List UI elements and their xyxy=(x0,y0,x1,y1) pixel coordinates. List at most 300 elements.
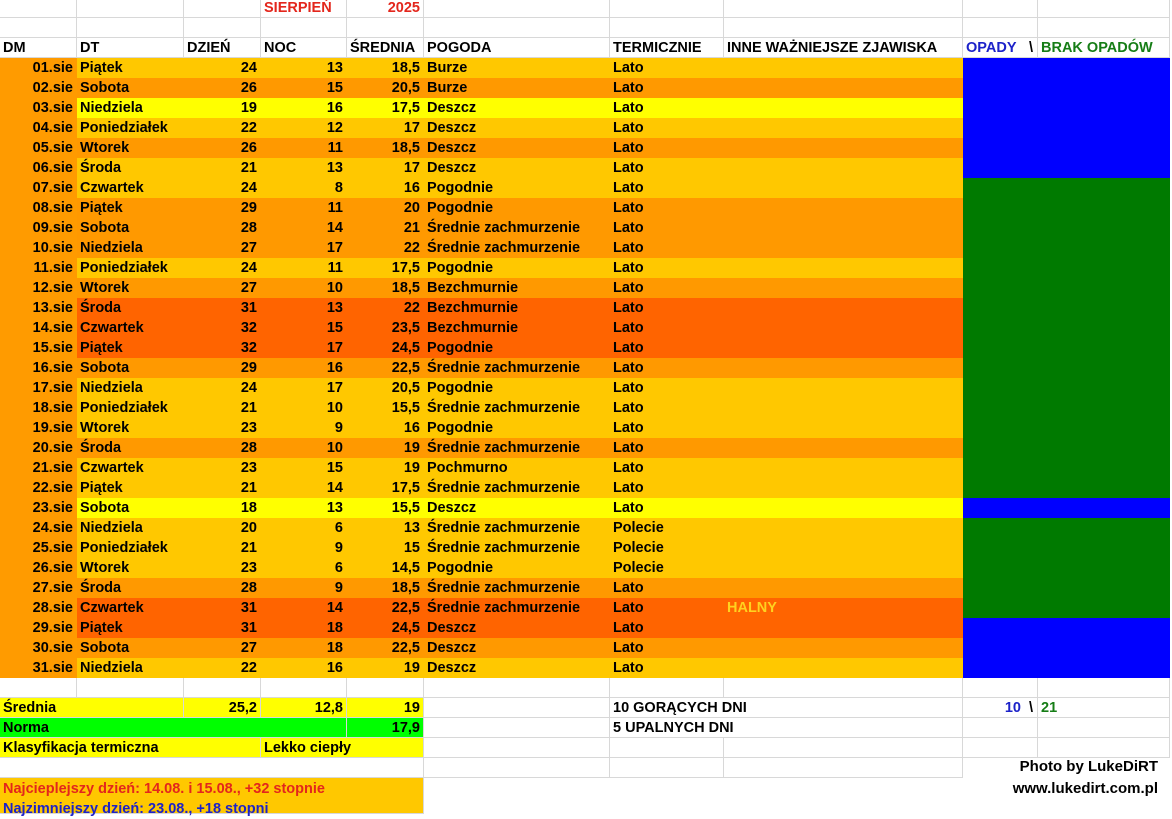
cell-inne xyxy=(724,458,963,478)
cell-noc: 17 xyxy=(261,378,347,398)
cell-dm: 30.sie xyxy=(0,638,77,658)
precip-indicator xyxy=(963,478,1170,498)
summary-separator: \ xyxy=(1028,700,1033,716)
cell-pogoda: Średnie zachmurzenie xyxy=(424,538,610,558)
cell-inne xyxy=(724,378,963,398)
average-night: 12,8 xyxy=(261,698,347,718)
table-row xyxy=(0,578,1172,598)
cell-dt: Wtorek xyxy=(77,418,184,438)
cell-noc: 11 xyxy=(261,258,347,278)
precip-indicator xyxy=(963,358,1170,378)
cell-dzien: 22 xyxy=(184,118,261,138)
cell-dm: 02.sie xyxy=(0,78,77,98)
cell-dzien: 21 xyxy=(184,398,261,418)
table-row xyxy=(0,338,1172,358)
cell-dzien: 26 xyxy=(184,138,261,158)
cell-inne xyxy=(724,298,963,318)
cell-noc: 12 xyxy=(261,118,347,138)
precip-indicator xyxy=(963,378,1170,398)
cell-noc: 16 xyxy=(261,658,347,678)
cell-srednia: 23,5 xyxy=(347,318,424,338)
cell-inne xyxy=(724,98,963,118)
precip-indicator xyxy=(963,338,1170,358)
cell-srednia: 16 xyxy=(347,178,424,198)
header-inne: INNE WAŻNIEJSZE ZJAWISKA xyxy=(724,38,963,58)
cell-pogoda: Średnie zachmurzenie xyxy=(424,438,610,458)
cell-term: Lato xyxy=(610,598,724,618)
rain-days-count: 10 xyxy=(1004,700,1021,716)
cell-term: Lato xyxy=(610,318,724,338)
cell-inne xyxy=(724,258,963,278)
cell-noc: 13 xyxy=(261,158,347,178)
cell-srednia: 21 xyxy=(347,218,424,238)
header-srednia: ŚREDNIA xyxy=(347,38,424,58)
table-row xyxy=(0,618,1172,638)
photo-credit: Photo by LukeDiRT xyxy=(1019,758,1158,775)
cell-dm: 13.sie xyxy=(0,298,77,318)
average-mean: 19 xyxy=(347,698,424,718)
table-row xyxy=(0,538,1172,558)
cell-pogoda: Średnie zachmurzenie xyxy=(424,478,610,498)
cell-inne xyxy=(724,178,963,198)
cell-srednia: 17 xyxy=(347,118,424,138)
cell-srednia: 18,5 xyxy=(347,138,424,158)
norm-value: 17,9 xyxy=(347,718,424,738)
cell-srednia: 22 xyxy=(347,238,424,258)
cell-pogoda: Deszcz xyxy=(424,638,610,658)
cell-dt: Piątek xyxy=(77,478,184,498)
precip-indicator xyxy=(963,58,1170,78)
coldest-day: Najzimniejszy dzień: 23.08., +18 stopni xyxy=(3,801,269,817)
cell-srednia: 19 xyxy=(347,438,424,458)
cell-dzien: 18 xyxy=(184,498,261,518)
cell-dm: 14.sie xyxy=(0,318,77,338)
header-dzien: DZIEŃ xyxy=(184,38,261,58)
cell-dm: 31.sie xyxy=(0,658,77,678)
cell-pogoda: Pogodnie xyxy=(424,558,610,578)
cell-pogoda: Bezchmurnie xyxy=(424,298,610,318)
cell-dt: Sobota xyxy=(77,218,184,238)
cell-dm: 25.sie xyxy=(0,538,77,558)
cell-pogoda: Deszcz xyxy=(424,158,610,178)
cell-pogoda: Pogodnie xyxy=(424,338,610,358)
cell-dt: Czwartek xyxy=(77,318,184,338)
cell-term: Lato xyxy=(610,618,724,638)
cell-noc: 13 xyxy=(261,298,347,318)
cell-srednia: 17,5 xyxy=(347,98,424,118)
header-opady-label: OPADY xyxy=(966,40,1017,56)
precip-indicator xyxy=(963,418,1170,438)
cell-pogoda: Średnie zachmurzenie xyxy=(424,578,610,598)
cell-term: Lato xyxy=(610,158,724,178)
cell-dt: Poniedziałek xyxy=(77,258,184,278)
cell-srednia: 13 xyxy=(347,518,424,538)
cell-srednia: 18,5 xyxy=(347,58,424,78)
cell-srednia: 16 xyxy=(347,418,424,438)
precip-indicator xyxy=(963,198,1170,218)
cell-dt: Niedziela xyxy=(77,518,184,538)
cell-term: Lato xyxy=(610,338,724,358)
cell-term: Lato xyxy=(610,58,724,78)
cell-srednia: 15,5 xyxy=(347,498,424,518)
cell-dzien: 24 xyxy=(184,378,261,398)
cell-noc: 6 xyxy=(261,558,347,578)
precip-indicator xyxy=(963,518,1170,538)
cell-term: Lato xyxy=(610,298,724,318)
cell-inne xyxy=(724,478,963,498)
table-row xyxy=(0,58,1172,78)
cell-dm: 01.sie xyxy=(0,58,77,78)
precip-indicator xyxy=(963,158,1170,178)
table-row xyxy=(0,398,1172,418)
classification-value: Lekko ciepły xyxy=(261,738,424,758)
cell-noc: 8 xyxy=(261,178,347,198)
cell-term: Lato xyxy=(610,178,724,198)
cell-dt: Czwartek xyxy=(77,598,184,618)
extremes-row xyxy=(0,778,1172,817)
cell-dzien: 27 xyxy=(184,638,261,658)
cell-dt: Sobota xyxy=(77,78,184,98)
cell-noc: 9 xyxy=(261,418,347,438)
dry-days-count: 21 xyxy=(1038,698,1170,718)
cell-dt: Sobota xyxy=(77,498,184,518)
cell-dm: 16.sie xyxy=(0,358,77,378)
cell-dm: 12.sie xyxy=(0,278,77,298)
table-row xyxy=(0,198,1172,218)
cell-noc: 10 xyxy=(261,278,347,298)
header-noc: NOC xyxy=(261,38,347,58)
cell-noc: 11 xyxy=(261,198,347,218)
cell-dm: 29.sie xyxy=(0,618,77,638)
cell-srednia: 18,5 xyxy=(347,278,424,298)
cell-term: Lato xyxy=(610,498,724,518)
precip-indicator xyxy=(963,498,1170,518)
cell-dm: 05.sie xyxy=(0,138,77,158)
cell-inne xyxy=(724,578,963,598)
cell-srednia: 17,5 xyxy=(347,258,424,278)
table-row xyxy=(0,158,1172,178)
precip-days xyxy=(963,698,1038,718)
cell-srednia: 22,5 xyxy=(347,638,424,658)
cell-inne: HALNY xyxy=(724,598,963,618)
summary-average-row xyxy=(0,698,1172,718)
cell-inne xyxy=(724,318,963,338)
cell-dt: Poniedziałek xyxy=(77,398,184,418)
cell-dm: 04.sie xyxy=(0,118,77,138)
cell-term: Lato xyxy=(610,478,724,498)
cell-term: Lato xyxy=(610,398,724,418)
cell-term: Lato xyxy=(610,578,724,598)
cell-srednia: 22 xyxy=(347,298,424,318)
header-pogoda: POGODA xyxy=(424,38,610,58)
cell-inne xyxy=(724,538,963,558)
cell-inne xyxy=(724,138,963,158)
header-brak: BRAK OPADÓW xyxy=(1038,38,1170,58)
cell-dm: 10.sie xyxy=(0,238,77,258)
cell-dzien: 27 xyxy=(184,278,261,298)
precip-indicator xyxy=(963,258,1170,278)
cell-noc: 15 xyxy=(261,78,347,98)
cell-noc: 9 xyxy=(261,538,347,558)
cell-dzien: 23 xyxy=(184,558,261,578)
cell-inne xyxy=(724,438,963,458)
cell-srednia: 17,5 xyxy=(347,478,424,498)
table-row xyxy=(0,138,1172,158)
hot-days-count: 10 GORĄCYCH DNI xyxy=(610,698,963,718)
cell-pogoda: Pogodnie xyxy=(424,418,610,438)
norm-label: Norma xyxy=(0,718,347,738)
cell-dt: Piątek xyxy=(77,618,184,638)
cell-dzien: 21 xyxy=(184,538,261,558)
table-row xyxy=(0,498,1172,518)
precip-indicator xyxy=(963,78,1170,98)
cell-term: Lato xyxy=(610,198,724,218)
cell-inne xyxy=(724,638,963,658)
cell-dm: 24.sie xyxy=(0,518,77,538)
cell-inne xyxy=(724,78,963,98)
cell-term: Polecie xyxy=(610,538,724,558)
cell-srednia: 24,5 xyxy=(347,338,424,358)
cell-dt: Sobota xyxy=(77,358,184,378)
precip-indicator xyxy=(963,318,1170,338)
cell-inne xyxy=(724,198,963,218)
cell-pogoda: Pogodnie xyxy=(424,378,610,398)
cell-dt: Piątek xyxy=(77,198,184,218)
cell-srednia: 22,5 xyxy=(347,358,424,378)
cell-dt: Środa xyxy=(77,578,184,598)
cell-dt: Piątek xyxy=(77,58,184,78)
blank-row xyxy=(0,18,1172,38)
cell-dm: 17.sie xyxy=(0,378,77,398)
cell-term: Lato xyxy=(610,438,724,458)
cell-term: Lato xyxy=(610,218,724,238)
cell-inne xyxy=(724,238,963,258)
cell-pogoda: Średnie zachmurzenie xyxy=(424,518,610,538)
cell-srednia: 17 xyxy=(347,158,424,178)
cell-inne xyxy=(724,658,963,678)
cell-dm: 28.sie xyxy=(0,598,77,618)
cell-dm: 26.sie xyxy=(0,558,77,578)
table-row xyxy=(0,378,1172,398)
table-row xyxy=(0,478,1172,498)
cell-term: Lato xyxy=(610,278,724,298)
cell-pogoda: Bezchmurnie xyxy=(424,278,610,298)
cell-dzien: 23 xyxy=(184,458,261,478)
cell-pogoda: Średnie zachmurzenie xyxy=(424,398,610,418)
precip-indicator xyxy=(963,558,1170,578)
average-label: Średnia xyxy=(0,698,184,718)
year-title: 2025 xyxy=(347,0,424,18)
precip-indicator xyxy=(963,638,1170,658)
table-row xyxy=(0,298,1172,318)
cell-term: Lato xyxy=(610,658,724,678)
cell-inne xyxy=(724,518,963,538)
cell-pogoda: Deszcz xyxy=(424,618,610,638)
cell-inne xyxy=(724,58,963,78)
cell-pogoda: Pogodnie xyxy=(424,258,610,278)
cell-dzien: 31 xyxy=(184,618,261,638)
cell-dzien: 32 xyxy=(184,318,261,338)
cell-noc: 18 xyxy=(261,638,347,658)
cell-dzien: 23 xyxy=(184,418,261,438)
precip-indicator xyxy=(963,218,1170,238)
cell-dzien: 24 xyxy=(184,178,261,198)
precip-indicator xyxy=(963,398,1170,418)
cell-term: Lato xyxy=(610,418,724,438)
blank-row xyxy=(0,758,1172,778)
cell-pogoda: Deszcz xyxy=(424,98,610,118)
cell-srednia: 19 xyxy=(347,458,424,478)
cell-term: Lato xyxy=(610,238,724,258)
table-row xyxy=(0,358,1172,378)
header-opady xyxy=(963,38,1038,58)
cell-inne xyxy=(724,158,963,178)
cell-noc: 6 xyxy=(261,518,347,538)
cell-dm: 15.sie xyxy=(0,338,77,358)
cell-inne xyxy=(724,278,963,298)
table-row xyxy=(0,258,1172,278)
cell-noc: 14 xyxy=(261,478,347,498)
table-row xyxy=(0,218,1172,238)
cell-term: Lato xyxy=(610,458,724,478)
precip-indicator xyxy=(963,658,1170,678)
cell-dzien: 31 xyxy=(184,598,261,618)
precip-indicator xyxy=(963,238,1170,258)
cell-pogoda: Deszcz xyxy=(424,138,610,158)
cell-srednia: 15 xyxy=(347,538,424,558)
cell-dm: 08.sie xyxy=(0,198,77,218)
cell-inne xyxy=(724,618,963,638)
cell-pogoda: Burze xyxy=(424,58,610,78)
cell-dzien: 22 xyxy=(184,658,261,678)
cell-dzien: 31 xyxy=(184,298,261,318)
cell-noc: 10 xyxy=(261,398,347,418)
precip-indicator xyxy=(963,278,1170,298)
table-row xyxy=(0,118,1172,138)
header-dt: DT xyxy=(77,38,184,58)
cell-dzien: 21 xyxy=(184,478,261,498)
cell-pogoda: Pogodnie xyxy=(424,178,610,198)
cell-dzien: 20 xyxy=(184,518,261,538)
cell-noc: 15 xyxy=(261,318,347,338)
extremes-box xyxy=(0,778,424,817)
precip-indicator xyxy=(963,598,1170,618)
cell-noc: 18 xyxy=(261,618,347,638)
cell-pogoda: Deszcz xyxy=(424,498,610,518)
table-row xyxy=(0,238,1172,258)
table-row xyxy=(0,78,1172,98)
cell-pogoda: Średnie zachmurzenie xyxy=(424,598,610,618)
cell-srednia: 24,5 xyxy=(347,618,424,638)
table-row xyxy=(0,458,1172,478)
summary-norm-row xyxy=(0,718,1172,738)
header-dm: DM xyxy=(0,38,77,58)
cell-srednia: 20 xyxy=(347,198,424,218)
cell-dt: Środa xyxy=(77,158,184,178)
cell-dt: Niedziela xyxy=(77,98,184,118)
cell-srednia: 15,5 xyxy=(347,398,424,418)
warmest-day: Najcieplejszy dzień: 14.08. i 15.08., +32 stopnie xyxy=(3,781,325,797)
cell-srednia: 14,5 xyxy=(347,558,424,578)
cell-dm: 21.sie xyxy=(0,458,77,478)
cell-srednia: 19 xyxy=(347,658,424,678)
cell-dm: 03.sie xyxy=(0,98,77,118)
cell-pogoda: Pogodnie xyxy=(424,198,610,218)
cell-noc: 14 xyxy=(261,218,347,238)
table-row xyxy=(0,418,1172,438)
cell-dt: Piątek xyxy=(77,338,184,358)
cell-term: Polecie xyxy=(610,518,724,538)
cell-dzien: 28 xyxy=(184,218,261,238)
cell-inne xyxy=(724,498,963,518)
cell-dzien: 24 xyxy=(184,258,261,278)
cell-dm: 20.sie xyxy=(0,438,77,458)
cell-noc: 17 xyxy=(261,238,347,258)
cell-inne xyxy=(724,398,963,418)
table-row xyxy=(0,278,1172,298)
table-row xyxy=(0,318,1172,338)
precip-indicator xyxy=(963,438,1170,458)
cell-term: Polecie xyxy=(610,558,724,578)
cell-pogoda: Burze xyxy=(424,78,610,98)
cell-dm: 22.sie xyxy=(0,478,77,498)
precip-indicator xyxy=(963,118,1170,138)
cell-noc: 13 xyxy=(261,498,347,518)
cell-noc: 10 xyxy=(261,438,347,458)
cell-noc: 17 xyxy=(261,338,347,358)
precip-indicator xyxy=(963,458,1170,478)
cell-pogoda: Bezchmurnie xyxy=(424,318,610,338)
cell-dm: 09.sie xyxy=(0,218,77,238)
cell-term: Lato xyxy=(610,638,724,658)
precip-indicator xyxy=(963,578,1170,598)
cell-dm: 19.sie xyxy=(0,418,77,438)
cell-dt: Poniedziałek xyxy=(77,118,184,138)
cell-dt: Środa xyxy=(77,298,184,318)
cell-srednia: 20,5 xyxy=(347,78,424,98)
cell-dt: Wtorek xyxy=(77,558,184,578)
blank-row xyxy=(0,678,1172,698)
cell-noc: 11 xyxy=(261,138,347,158)
header-termicznie: TERMICZNIE xyxy=(610,38,724,58)
cell-dzien: 21 xyxy=(184,158,261,178)
cell-noc: 13 xyxy=(261,58,347,78)
cell-srednia: 22,5 xyxy=(347,598,424,618)
cell-dm: 18.sie xyxy=(0,398,77,418)
table-row xyxy=(0,558,1172,578)
cell-dzien: 32 xyxy=(184,338,261,358)
cell-term: Lato xyxy=(610,358,724,378)
cell-term: Lato xyxy=(610,138,724,158)
cell-inne xyxy=(724,558,963,578)
cell-dm: 07.sie xyxy=(0,178,77,198)
cell-noc: 16 xyxy=(261,98,347,118)
precip-indicator xyxy=(963,178,1170,198)
cell-pogoda: Średnie zachmurzenie xyxy=(424,358,610,378)
precip-indicator xyxy=(963,298,1170,318)
cell-dm: 27.sie xyxy=(0,578,77,598)
cell-noc: 14 xyxy=(261,598,347,618)
cell-srednia: 20,5 xyxy=(347,378,424,398)
precip-indicator xyxy=(963,618,1170,638)
cell-dzien: 26 xyxy=(184,78,261,98)
cell-term: Lato xyxy=(610,78,724,98)
summary-class-row xyxy=(0,738,1172,758)
cell-dt: Niedziela xyxy=(77,238,184,258)
cell-dzien: 29 xyxy=(184,358,261,378)
cell-inne xyxy=(724,358,963,378)
cell-dzien: 28 xyxy=(184,438,261,458)
